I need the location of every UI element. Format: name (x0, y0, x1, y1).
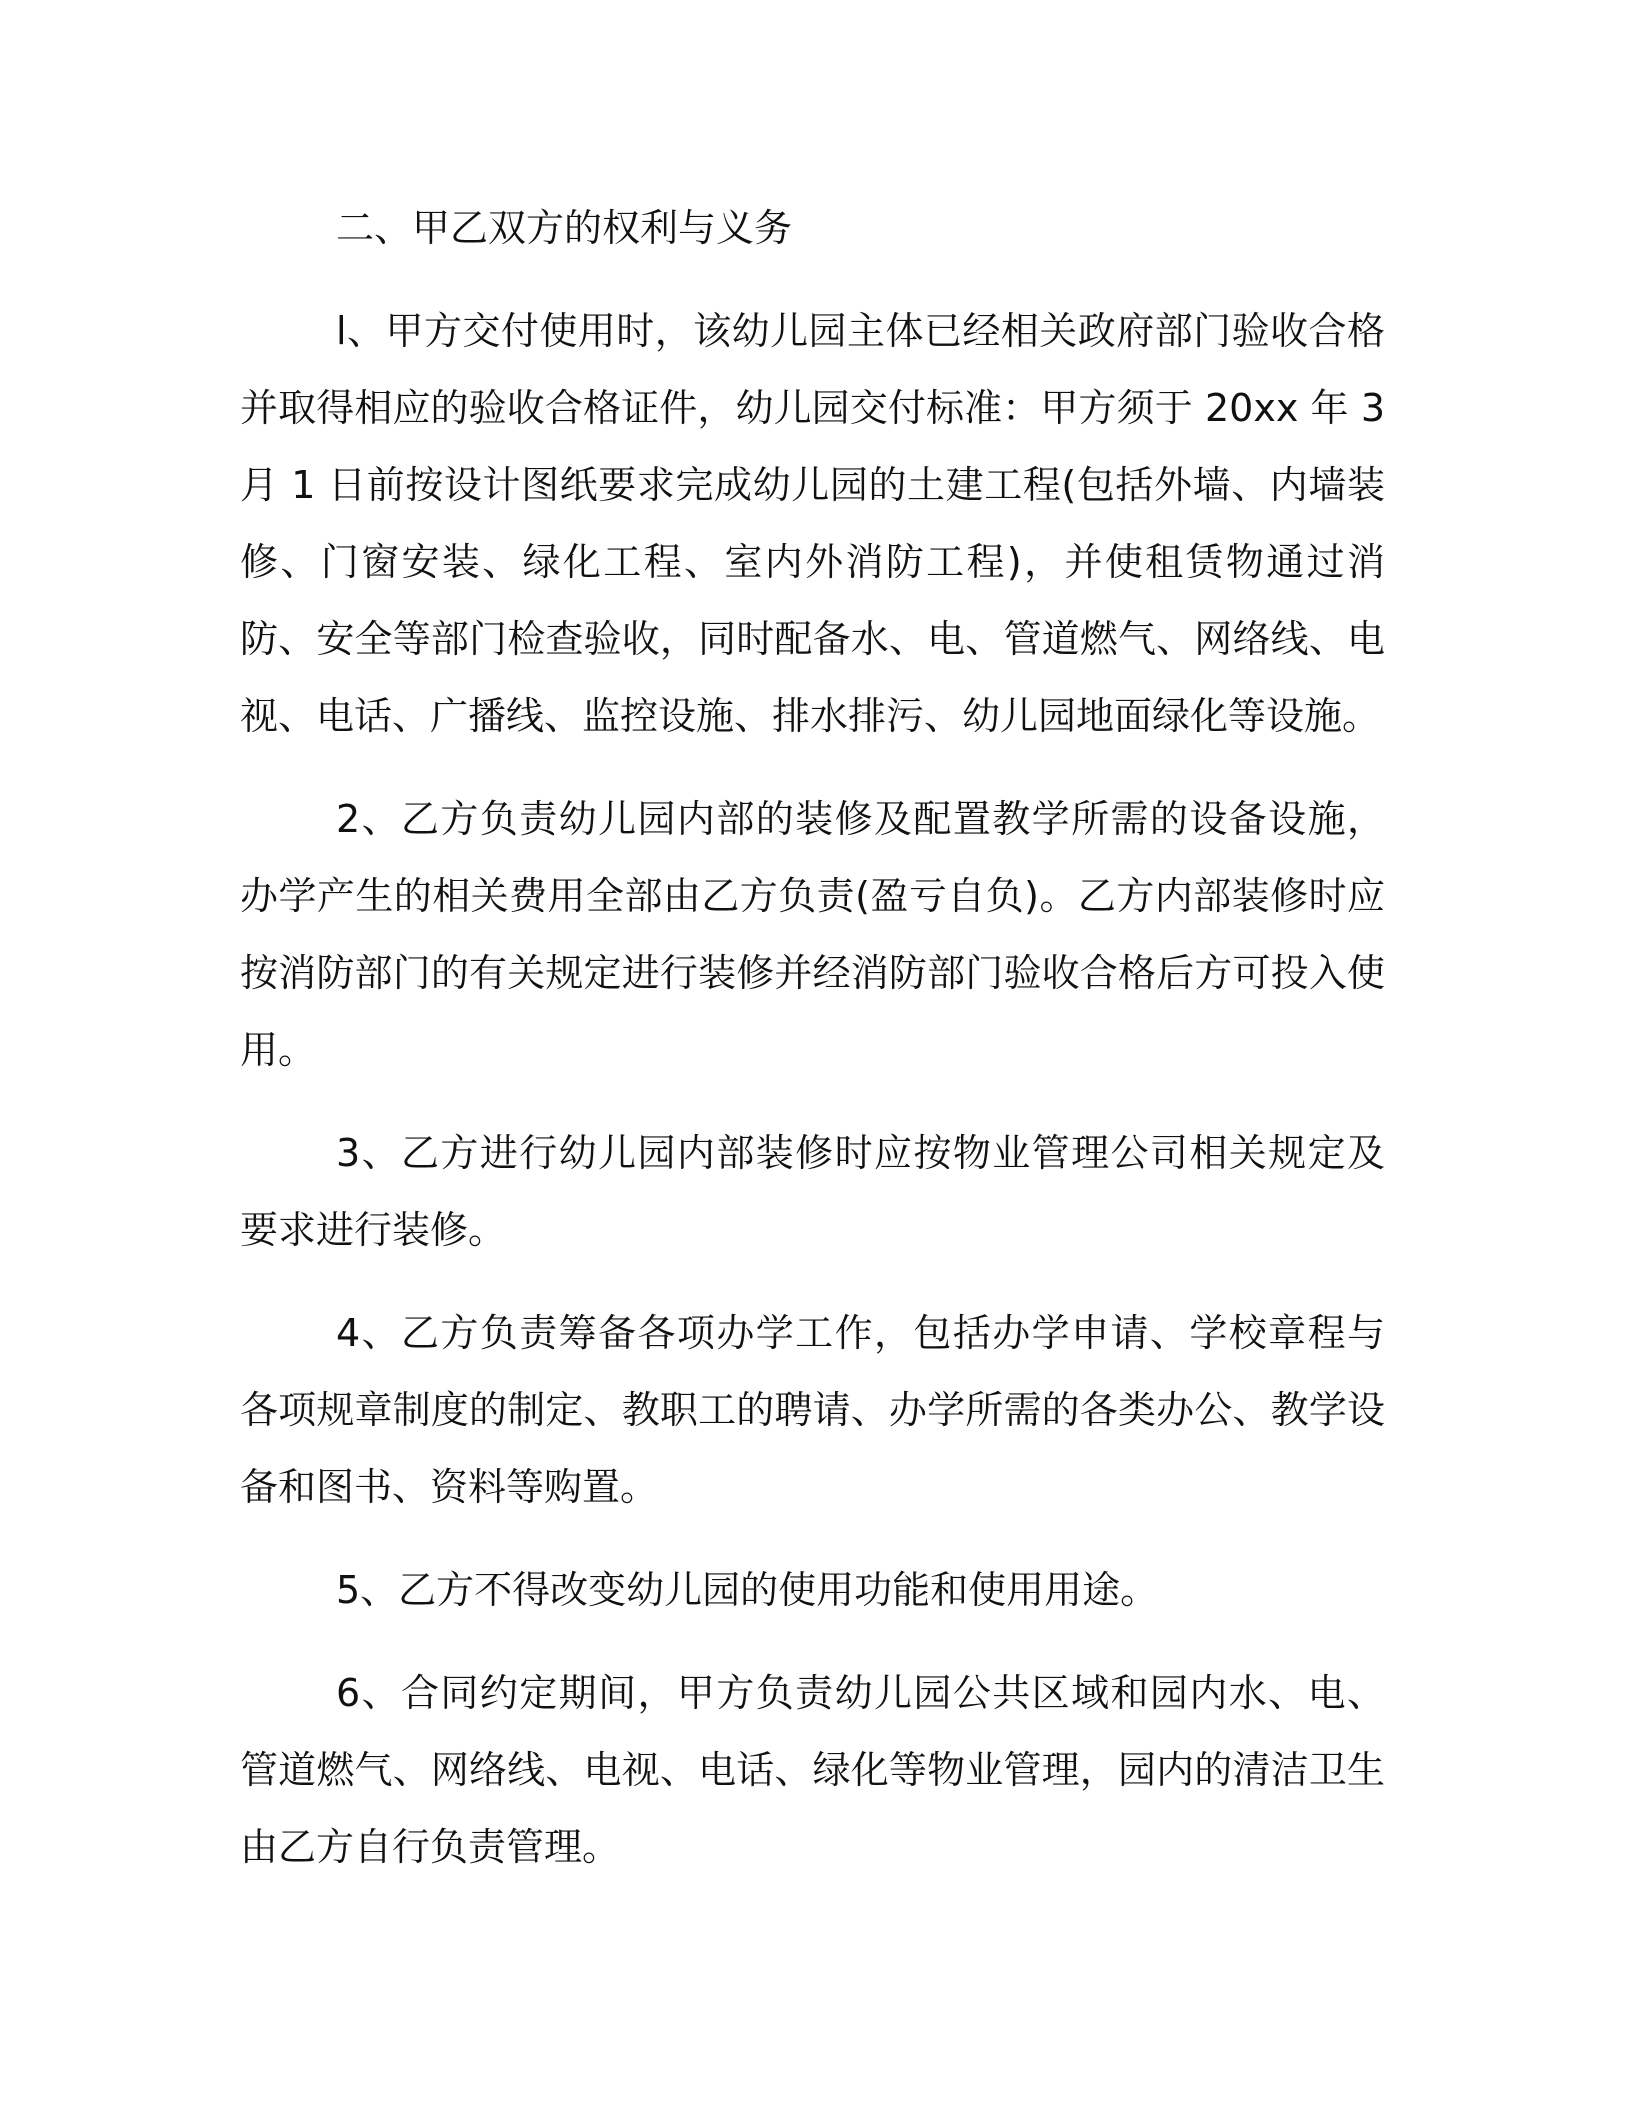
clause-4: 4、乙方负责筹备各项办学工作，包括办学申请、学校章程与各项规章制度的制定、教职工的聘请、办学所需的各类办公、教学设备和图书、资料等购置。 (240, 1311, 1385, 1509)
clause-1: l、甲方交付使用时，该幼儿园主体已经相关政府部门验收合格并取得相应的验收合格证件，幼儿园交付标准：甲方须于 20xx 年 3 月 1 日前按设计图纸要求完成幼儿园的土建工程(包括外墙、内墙装修、门窗安装、绿化工程、室内外消防工程)，并使租赁物通过消防、安全等部门检查验收，同时配备水、电、管道燃气、网络线、电视、电话、广播线、监控设施、排水排污、幼儿园地面绿化等设施。 (240, 309, 1385, 738)
clause-3: 3、乙方进行幼儿园内部装修时应按物业管理公司相关规定及要求进行装修。 (240, 1131, 1385, 1252)
clause-2: 2、乙方负责幼儿园内部的装修及配置教学所需的设备设施，办学产生的相关费用全部由乙方负责(盈亏自负)。乙方内部装修时应按消防部门的有关规定进行装修并经消防部门验收合格后方可投入使用。 (240, 797, 1385, 1072)
document-body (240, 190, 1385, 1912)
section-heading: 二、甲乙双方的权利与义务 (336, 206, 793, 250)
clause-5: 5、乙方不得改变幼儿园的使用功能和使用用途。 (336, 1568, 1159, 1612)
clause-6: 6、合同约定期间，甲方负责幼儿园公共区域和园内水、电、管道燃气、网络线、电视、电话、绿化等物业管理，园内的清洁卫生由乙方自行负责管理。 (240, 1671, 1385, 1869)
